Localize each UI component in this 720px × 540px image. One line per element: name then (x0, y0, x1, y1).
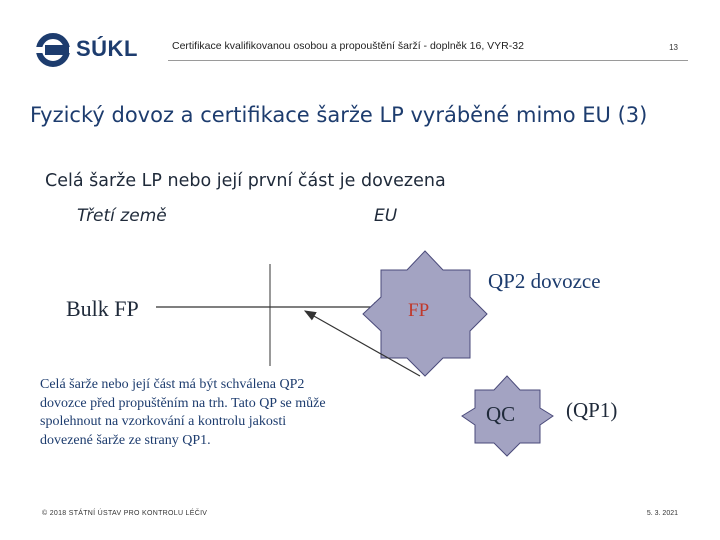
page-number: 13 (669, 43, 678, 52)
fp-label: FP (408, 300, 430, 321)
bulk-fp-label: Bulk FP (66, 296, 139, 321)
qp1-label: (QP1) (566, 398, 618, 422)
label-eu: EU (374, 206, 398, 226)
slide-subtitle: Celá šarže LP nebo její první část je dovezena (45, 171, 446, 191)
slide-title: Fyzický dovoz a certifikace šarže LP vyráběné mimo EU (3) (30, 103, 648, 127)
header-title: Certifikace kvalifikovanou osobou a propouštění šarží - doplněk 16, VYR-32 (172, 40, 524, 52)
note-text (40, 376, 420, 450)
qc-label: QC (486, 402, 516, 426)
note-line: Celá šarže nebo její část má být schválena QP2 (40, 377, 305, 392)
qp2-importer-label: QP2 dovozce (488, 269, 601, 293)
footer-date: 5. 3. 2021 (646, 510, 678, 517)
label-third-country: Třetí země (77, 206, 167, 226)
note-line: spolehnout na vzorkování a kontrolu jakosti (40, 414, 287, 429)
note-line: dovozce před propuštěním na trh. Tato QP se může (40, 395, 326, 411)
footer-copyright: © 2018 STÁTNÍ ÚSTAV PRO KONTROLU LÉČIV (42, 510, 208, 517)
note-line: dovezené šarže ze strany QP1. (40, 432, 211, 448)
logo-text: SÚKL (76, 36, 138, 61)
